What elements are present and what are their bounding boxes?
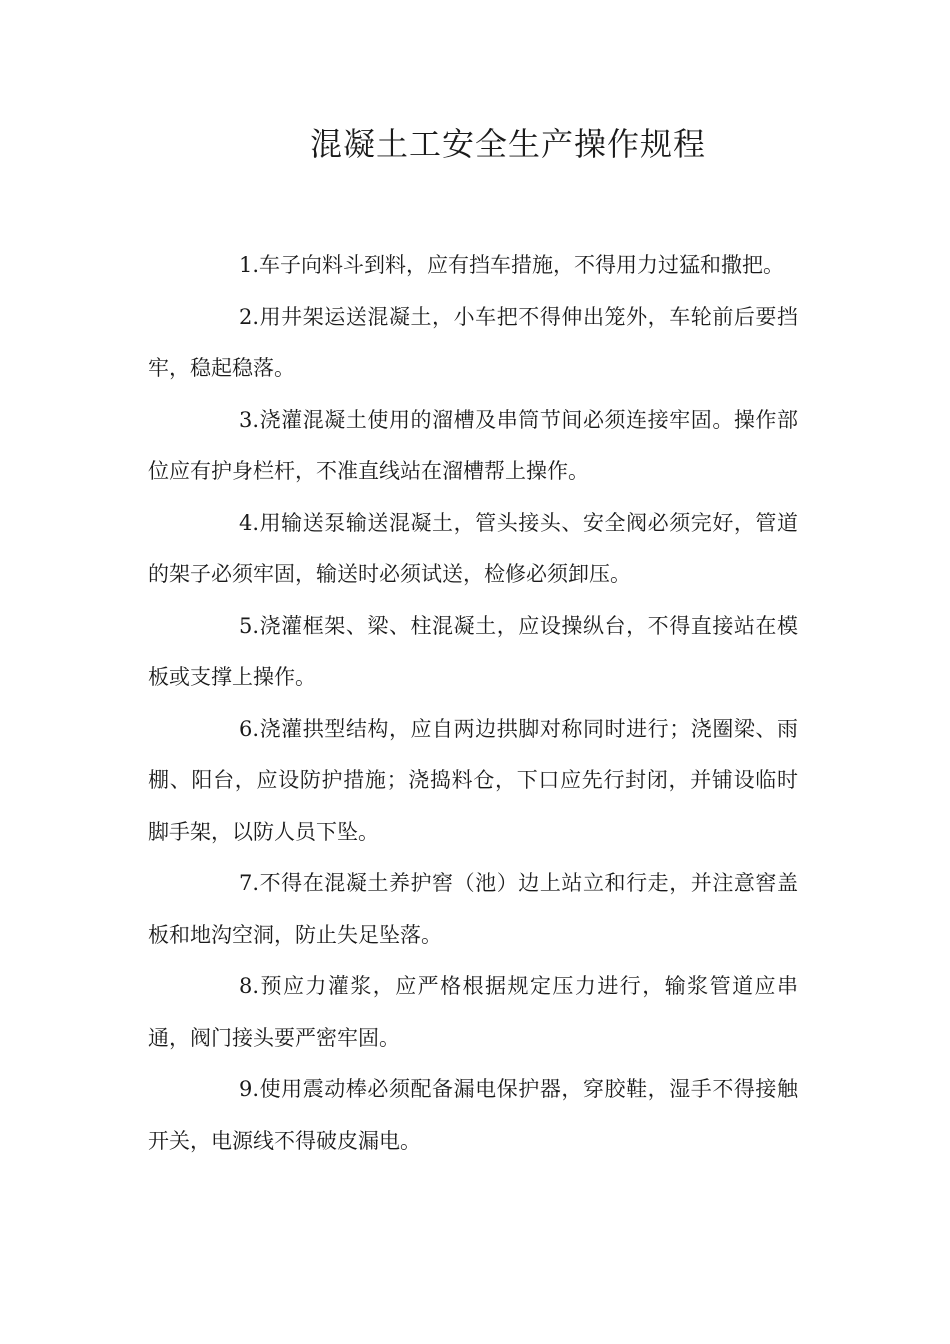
document-body <box>148 240 798 1167</box>
rule-paragraph-7: 7.不得在混凝土养护窖（池）边上站立和行走，并注意窖盖板和地沟空洞，防止失足坠落。 <box>148 871 798 947</box>
rule-paragraph-1: 1.车子向料斗到料，应有挡车措施，不得用力过猛和撒把。 <box>239 253 785 277</box>
rule-paragraph-9: 9.使用震动棒必须配备漏电保护器，穿胶鞋，湿手不得接触开关，电源线不得破皮漏电。 <box>148 1077 798 1153</box>
rule-paragraph-5: 5.浇灌框架、梁、柱混凝土，应设操纵台，不得直接站在模板或支撑上操作。 <box>148 613 798 689</box>
rule-paragraph-2: 2.用井架运送混凝土，小车把不得伸出笼外，车轮前后要挡牢，稳起稳落。 <box>148 304 798 380</box>
rule-paragraph-8: 8.预应力灌浆，应严格根据规定压力进行，输浆管道应串通，阀门接头要严密牢固。 <box>148 974 798 1050</box>
rule-paragraph-3: 3.浇灌混凝土使用的溜槽及串筒节间必须连接牢固。操作部位应有护身栏杆，不准直线站在溜槽帮上操作。 <box>148 407 798 483</box>
rule-paragraph-6: 6.浇灌拱型结构，应自两边拱脚对称同时进行；浇圈梁、雨棚、阳台，应设防护措施；浇捣料仓，下口应先行封闭，并铺设临时脚手架，以防人员下坠。 <box>148 716 798 844</box>
document-title: 混凝土工安全生产操作规程 <box>309 125 706 163</box>
rule-paragraph-4: 4.用输送泵输送混凝土，管头接头、安全阀必须完好，管道的架子必须牢固，输送时必须试送，检修必须卸压。 <box>148 510 798 586</box>
